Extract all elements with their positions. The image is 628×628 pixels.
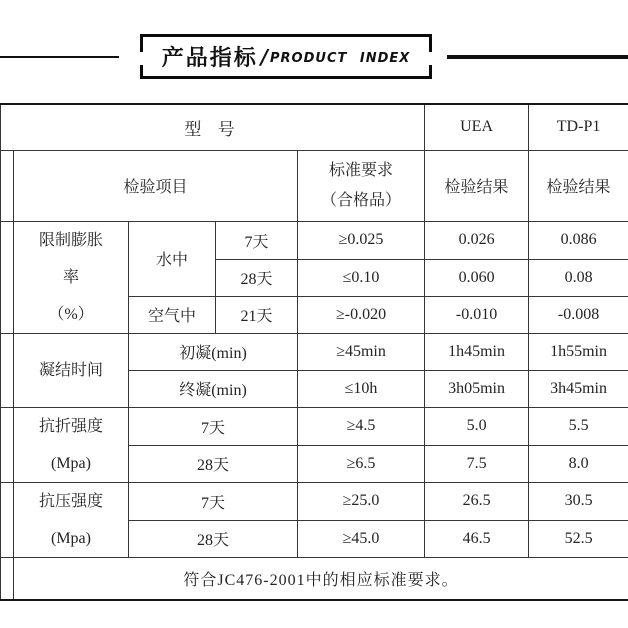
expansion-label-line1: 限制膨胀 bbox=[38, 231, 103, 249]
conformity-row bbox=[1, 557, 628, 600]
initial-setting-cell: 初凝(min) bbox=[129, 333, 298, 370]
uea-value-cell: 1h45min bbox=[425, 333, 529, 370]
cropped-left-cell bbox=[1, 221, 14, 333]
tdp1-value-cell: -0.008 bbox=[529, 296, 628, 333]
model-uea-cell: UEA bbox=[425, 104, 529, 150]
flexural-7d-row bbox=[1, 407, 628, 445]
tdp1-value-cell: 52.5 bbox=[529, 520, 628, 557]
uea-value-cell: 0.026 bbox=[425, 221, 529, 259]
model-label-cell: 型 号 bbox=[1, 104, 425, 150]
setting-time-label-cell bbox=[14, 333, 129, 407]
right-divider-line bbox=[447, 55, 628, 59]
cropped-left-cell bbox=[1, 557, 14, 600]
standard-value-cell: ≥25.0 bbox=[298, 482, 425, 520]
tdp1-value-cell: 5.5 bbox=[529, 407, 628, 445]
expansion-label-cell bbox=[14, 221, 129, 333]
title-slash: / bbox=[260, 44, 269, 69]
result-header-tdp1: 检验结果 bbox=[529, 150, 628, 221]
setting-initial-row bbox=[1, 333, 628, 370]
age-cell: 21天 bbox=[216, 296, 298, 333]
compressive-label-line2: (Mpa) bbox=[51, 529, 91, 547]
left-divider-line bbox=[0, 56, 119, 58]
flexural-label-cell bbox=[14, 407, 129, 482]
standard-value-cell: ≥45min bbox=[298, 333, 425, 370]
standard-value-cell: ≤0.10 bbox=[298, 259, 425, 296]
uea-value-cell: 5.0 bbox=[425, 407, 529, 445]
age-cell: 7天 bbox=[216, 221, 298, 259]
condition-water-cell: 水中 bbox=[129, 221, 216, 296]
section-title-box bbox=[140, 34, 432, 79]
cropped-left-cell bbox=[1, 333, 14, 407]
standard-value-cell: ≤10h bbox=[298, 370, 425, 407]
uea-value-cell: 7.5 bbox=[425, 445, 529, 482]
age-cell: 7天 bbox=[129, 407, 298, 445]
tdp1-value-cell: 3h45min bbox=[529, 370, 628, 407]
inspection-item-header: 检验项目 bbox=[14, 150, 298, 221]
section-title-cn: 产品指标 bbox=[161, 46, 258, 71]
uea-value-cell: 0.060 bbox=[425, 259, 529, 296]
age-cell: 28天 bbox=[129, 520, 298, 557]
standard-value-cell: ≥0.025 bbox=[298, 221, 425, 259]
uea-value-cell: -0.010 bbox=[425, 296, 529, 333]
tdp1-value-cell: 0.08 bbox=[529, 259, 628, 296]
tdp1-value-cell: 0.086 bbox=[529, 221, 628, 259]
cropped-left-cell bbox=[1, 407, 14, 482]
standard-requirement-header bbox=[298, 150, 425, 221]
uea-value-cell: 26.5 bbox=[425, 482, 529, 520]
model-tdp1-cell: TD-P1 bbox=[529, 104, 628, 150]
tdp1-value-cell: 1h55min bbox=[529, 333, 628, 370]
final-setting-cell: 终凝(min) bbox=[129, 370, 298, 407]
compressive-7d-row bbox=[1, 482, 628, 520]
tdp1-value-cell: 8.0 bbox=[529, 445, 628, 482]
age-cell: 28天 bbox=[129, 445, 298, 482]
tdp1-value-cell: 30.5 bbox=[529, 482, 628, 520]
standard-header-line1: 标准要求 bbox=[329, 161, 394, 179]
standard-value-cell: ≥4.5 bbox=[298, 407, 425, 445]
flexural-label-line1: 抗折强度 bbox=[38, 417, 103, 435]
section-title-en: PRODUCT INDEX bbox=[270, 51, 411, 66]
uea-value-cell: 3h05min bbox=[425, 370, 529, 407]
age-cell: 7天 bbox=[129, 482, 298, 520]
setting-time-label: 凝结时间 bbox=[38, 361, 103, 379]
standard-header-line2: （合格品） bbox=[321, 191, 402, 209]
compressive-label-cell bbox=[14, 482, 129, 557]
uea-value-cell: 46.5 bbox=[425, 520, 529, 557]
standard-value-cell: ≥-0.020 bbox=[298, 296, 425, 333]
conformity-statement: 符合JC476-2001中的相应标准要求。 bbox=[14, 557, 628, 600]
expansion-label-line2: 率 bbox=[62, 268, 79, 286]
model-row bbox=[1, 104, 628, 150]
result-header-uea: 检验结果 bbox=[425, 150, 529, 221]
flexural-label-line2: (Mpa) bbox=[51, 454, 91, 472]
title-box-left-notch bbox=[139, 52, 143, 65]
expansion-label-line3: （%） bbox=[48, 305, 94, 323]
condition-air-cell: 空气中 bbox=[129, 296, 216, 333]
expansion-7d-row bbox=[1, 221, 628, 259]
title-box-right-notch bbox=[429, 52, 433, 65]
compressive-label-line1: 抗压强度 bbox=[38, 492, 103, 510]
standard-value-cell: ≥45.0 bbox=[298, 520, 425, 557]
product-spec-table bbox=[0, 103, 628, 601]
cropped-left-cell bbox=[1, 150, 14, 221]
age-cell: 28天 bbox=[216, 259, 298, 296]
cropped-left-cell bbox=[1, 482, 14, 557]
standard-value-cell: ≥6.5 bbox=[298, 445, 425, 482]
column-header-row bbox=[1, 150, 628, 221]
